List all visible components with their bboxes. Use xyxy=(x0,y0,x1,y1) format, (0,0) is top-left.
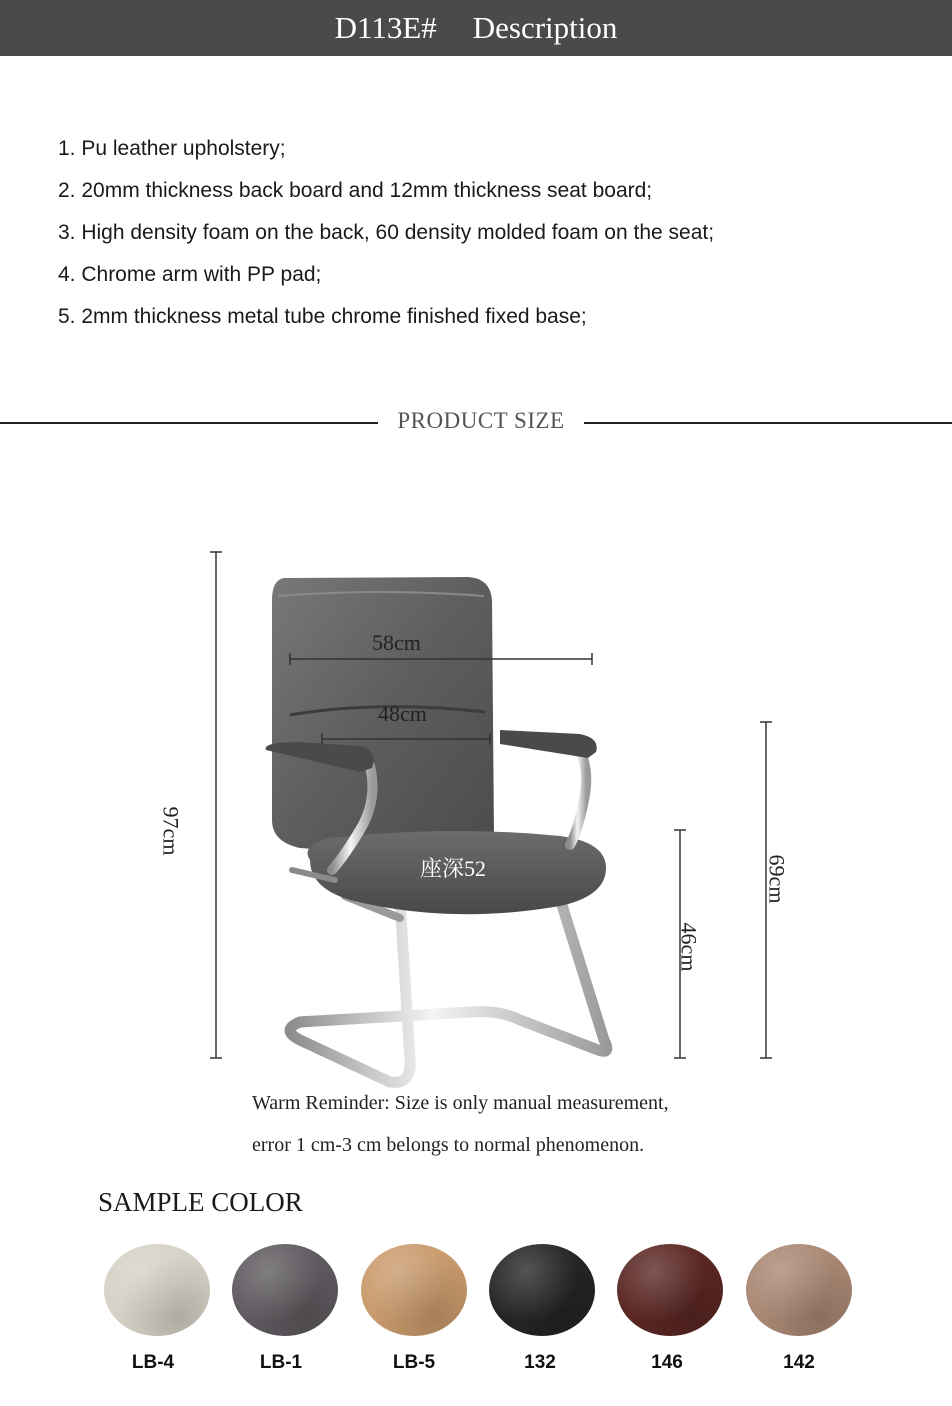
swatch-label: 142 xyxy=(783,1352,815,1373)
chair-base xyxy=(290,896,607,1082)
arm-height-label: 69cm xyxy=(764,854,790,904)
swatch-label: LB-4 xyxy=(131,1352,175,1373)
sample-color-title: SAMPLE COLOR xyxy=(98,1187,303,1217)
seat-width-label: 48cm xyxy=(378,701,427,726)
swatch-label: LB-5 xyxy=(392,1352,436,1373)
reminder-line-1: Warm Reminder: Size is only manual measurement, xyxy=(252,1092,669,1114)
model-number: D113E# xyxy=(334,10,437,45)
swatch-label: LB-1 xyxy=(259,1352,303,1373)
swatch-label: 146 xyxy=(651,1352,683,1373)
swatch-label: 132 xyxy=(524,1352,556,1373)
description-item: 4. Chrome arm with PP pad; xyxy=(58,263,322,286)
swatch-132[interactable] xyxy=(489,1244,595,1336)
reminder-line-2: error 1 cm-3 cm belongs to normal phenomenon. xyxy=(252,1134,645,1156)
back-width-label: 58cm xyxy=(372,630,421,655)
swatch-lb-5[interactable] xyxy=(361,1244,467,1336)
description-item: 5. 2mm thickness metal tube chrome finished fixed base; xyxy=(58,305,587,328)
total-height-label: 97cm xyxy=(158,806,184,856)
product-size-title: PRODUCT SIZE xyxy=(378,408,584,434)
swatch-lb-1[interactable] xyxy=(232,1244,338,1336)
header-title: Description xyxy=(472,10,618,45)
swatch-146[interactable] xyxy=(617,1244,723,1336)
swatch-lb-4[interactable] xyxy=(104,1244,210,1336)
description-item: 2. 20mm thickness back board and 12mm thickness seat board; xyxy=(58,179,653,202)
swatch-142[interactable] xyxy=(746,1244,852,1336)
description-item: 1. Pu leather upholstery; xyxy=(58,137,286,160)
description-item: 3. High density foam on the back, 60 density molded foam on the seat; xyxy=(58,221,715,244)
seat-depth-label: 座深52 xyxy=(420,856,487,881)
seat-height-label: 46cm xyxy=(676,922,702,972)
